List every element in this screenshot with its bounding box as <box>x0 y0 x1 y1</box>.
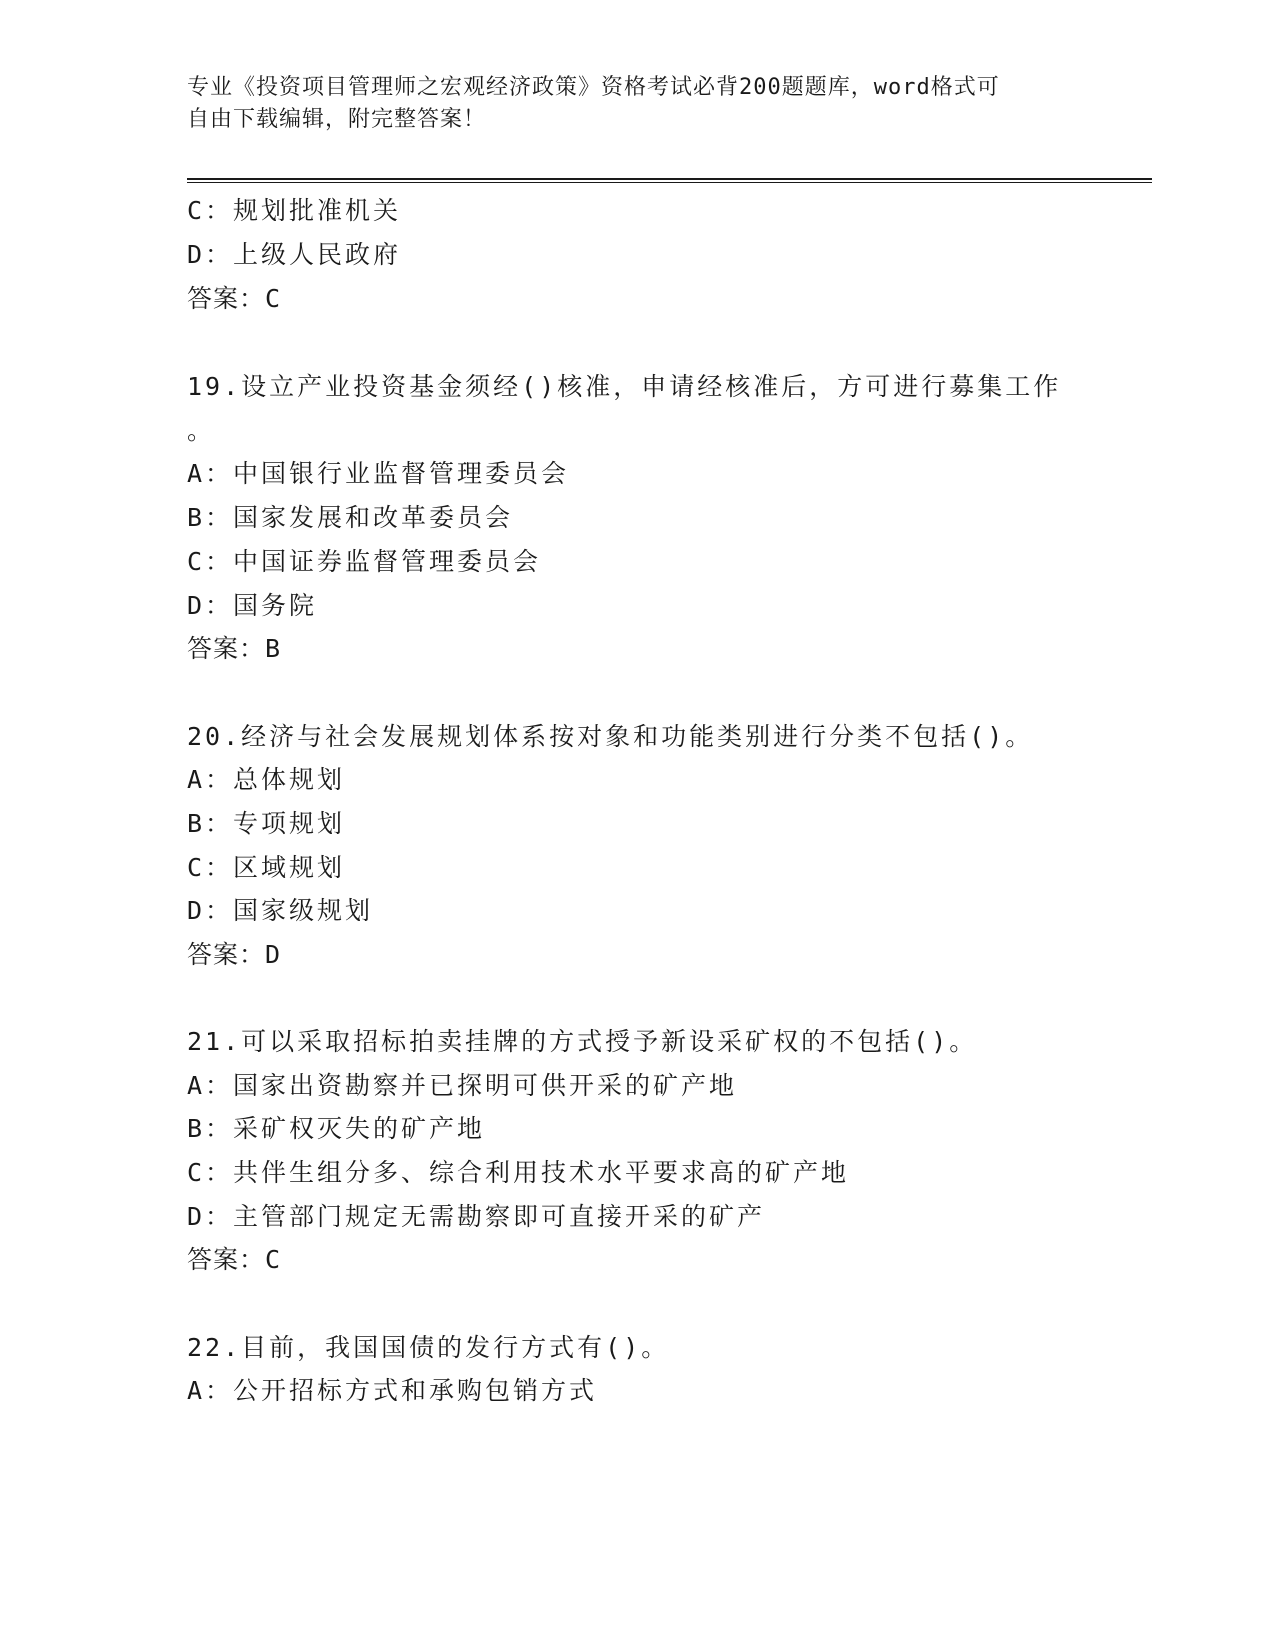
q22-option-a: A：公开招标方式和承购包销方式 <box>187 1376 598 1405</box>
q19-option-b: B：国家发展和改革委员会 <box>187 503 514 532</box>
header-line-1: 专业《投资项目管理师之宏观经济政策》资格考试必背200题题库，word格式可 <box>187 75 1000 100</box>
q20-option-a: A：总体规划 <box>187 765 346 794</box>
header-divider <box>187 178 1152 183</box>
q20-option-b: B：专项规划 <box>187 809 346 838</box>
q19-option-d: D：国务院 <box>187 591 318 620</box>
header-line-2: 自由下载编辑，附完整答案！ <box>187 107 487 132</box>
q18-option-c: C：规划批准机关 <box>187 196 402 225</box>
page-header <box>187 72 1087 136</box>
q20-answer: 答案：D <box>187 940 282 969</box>
q21-option-c: C：共伴生组分多、综合利用技术水平要求高的矿产地 <box>187 1158 850 1187</box>
q19-stem-end: 。 <box>187 416 216 445</box>
q19-stem: 19.设立产业投资基金须经()核准，申请经核准后，方可进行募集工作 <box>187 372 1062 401</box>
q18-option-d: D：上级人民政府 <box>187 240 402 269</box>
q22-stem: 22.目前，我国国债的发行方式有()。 <box>187 1333 670 1362</box>
q18-answer: 答案：C <box>187 284 282 313</box>
q19-answer: 答案：B <box>187 634 282 663</box>
q21-option-a: A：国家出资勘察并已探明可供开采的矿产地 <box>187 1071 738 1100</box>
q20-option-c: C：区域规划 <box>187 853 346 882</box>
q21-answer: 答案：C <box>187 1245 282 1274</box>
q19-option-a: A：中国银行业监督管理委员会 <box>187 459 570 488</box>
q21-stem: 21.可以采取招标拍卖挂牌的方式授予新设采矿权的不包括()。 <box>187 1027 978 1056</box>
q20-stem: 20.经济与社会发展规划体系按对象和功能类别进行分类不包括()。 <box>187 722 1034 751</box>
q21-option-b: B：采矿权灭失的矿产地 <box>187 1114 486 1143</box>
q19-option-c: C：中国证券监督管理委员会 <box>187 547 542 576</box>
q21-option-d: D：主管部门规定无需勘察即可直接开采的矿产 <box>187 1202 766 1231</box>
q20-option-d: D：国家级规划 <box>187 896 374 925</box>
